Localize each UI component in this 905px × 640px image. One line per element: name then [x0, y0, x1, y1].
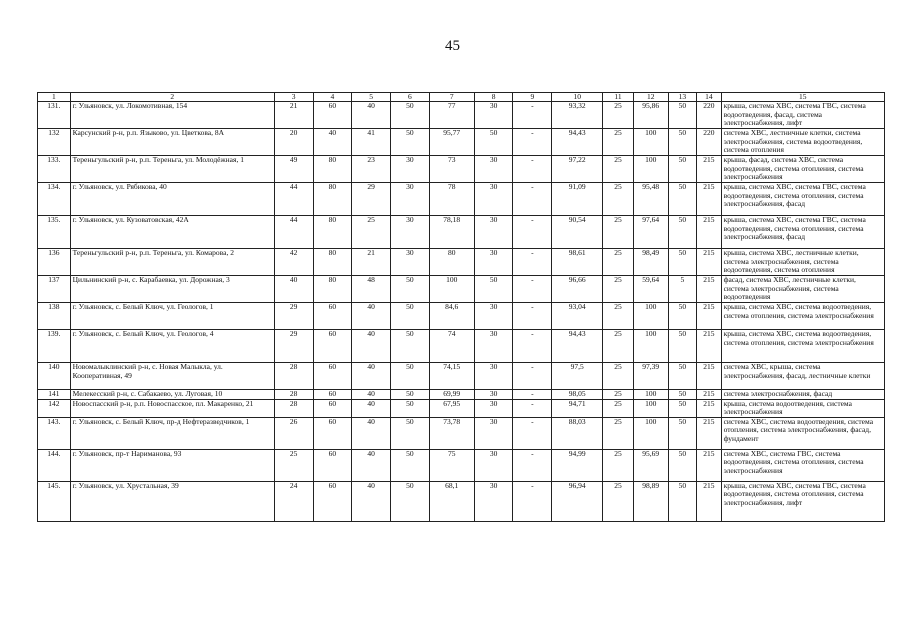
- value-cell: 100: [633, 399, 668, 417]
- value-cell: 215: [697, 417, 721, 449]
- value-cell: 41: [352, 129, 391, 156]
- value-cell: 97,22: [552, 156, 603, 183]
- value-cell: 30: [474, 481, 513, 521]
- value-cell: 25: [603, 330, 634, 363]
- value-cell: 40: [352, 481, 391, 521]
- column-header: 10: [552, 93, 603, 102]
- value-cell: 50: [668, 303, 697, 330]
- value-cell: 50: [391, 363, 430, 390]
- row-number-cell: 139.: [38, 330, 71, 363]
- address-cell: г. Ульяновск, с. Белый Ключ, ул. Геологов, 4: [70, 330, 274, 363]
- works-list-cell: крыша, система ХВС, система водоотведения, система отопления, система электроснабжения: [721, 303, 884, 330]
- value-cell: 48: [352, 276, 391, 303]
- row-number-cell: 131.: [38, 102, 71, 129]
- address-cell: Новоспасский р-н, р.п. Новоспасское, пл. Макаренко, 21: [70, 399, 274, 417]
- value-cell: 90,54: [552, 216, 603, 249]
- value-cell: 50: [668, 399, 697, 417]
- value-cell: 93,32: [552, 102, 603, 129]
- column-header: 9: [513, 93, 552, 102]
- value-cell: -: [513, 363, 552, 390]
- value-cell: 69,99: [429, 390, 474, 400]
- value-cell: 50: [668, 417, 697, 449]
- works-list-cell: крыша, фасад, система ХВС, система водоотведения, система отопления, система электроснабжения: [721, 156, 884, 183]
- header-row: [38, 93, 885, 102]
- address-cell: Тереньгульский р-н, р.п. Тереньга, ул. Комарова, 2: [70, 249, 274, 276]
- value-cell: 30: [474, 183, 513, 216]
- value-cell: 42: [274, 249, 313, 276]
- column-header: 11: [603, 93, 634, 102]
- table-row: [38, 183, 885, 216]
- value-cell: 215: [697, 156, 721, 183]
- value-cell: -: [513, 449, 552, 481]
- value-cell: 95,86: [633, 102, 668, 129]
- works-list-cell: крыша, система ХВС, система ГВС, система водоотведения, система отопления, система электроснабжения, лифт: [721, 481, 884, 521]
- row-number-cell: 145.: [38, 481, 71, 521]
- value-cell: 215: [697, 449, 721, 481]
- value-cell: 30: [474, 303, 513, 330]
- value-cell: 25: [603, 156, 634, 183]
- value-cell: 50: [668, 449, 697, 481]
- value-cell: 50: [391, 330, 430, 363]
- row-number-cell: 133.: [38, 156, 71, 183]
- address-cell: г. Ульяновск, с. Белый Ключ, ул. Геологов, 1: [70, 303, 274, 330]
- value-cell: 215: [697, 399, 721, 417]
- value-cell: 50: [668, 363, 697, 390]
- value-cell: 80: [313, 249, 352, 276]
- value-cell: 50: [391, 449, 430, 481]
- value-cell: 50: [391, 129, 430, 156]
- value-cell: 30: [474, 417, 513, 449]
- table-row: [38, 330, 885, 363]
- value-cell: 94,99: [552, 449, 603, 481]
- value-cell: 50: [668, 102, 697, 129]
- value-cell: 25: [603, 303, 634, 330]
- value-cell: 100: [633, 417, 668, 449]
- column-header: 12: [633, 93, 668, 102]
- column-header: 4: [313, 93, 352, 102]
- value-cell: 59,64: [633, 276, 668, 303]
- value-cell: -: [513, 303, 552, 330]
- table-row: [38, 390, 885, 400]
- value-cell: 20: [274, 129, 313, 156]
- table-row: [38, 417, 885, 449]
- housing-repair-table: [37, 92, 885, 522]
- value-cell: 30: [474, 216, 513, 249]
- row-number-cell: 136: [38, 249, 71, 276]
- value-cell: 50: [668, 390, 697, 400]
- table-row: [38, 102, 885, 129]
- value-cell: 100: [633, 390, 668, 400]
- value-cell: 80: [429, 249, 474, 276]
- table-row: [38, 249, 885, 276]
- value-cell: 80: [313, 183, 352, 216]
- value-cell: -: [513, 216, 552, 249]
- value-cell: 50: [668, 156, 697, 183]
- works-list-cell: крыша, система ХВС, система ГВС, система водоотведения, фасад, система электроснабжения, лифт: [721, 102, 884, 129]
- value-cell: 25: [352, 216, 391, 249]
- value-cell: 74: [429, 330, 474, 363]
- value-cell: 50: [474, 276, 513, 303]
- value-cell: 25: [603, 183, 634, 216]
- works-list-cell: крыша, система ХВС, система ГВС, система водоотведения, система отопления, система электроснабжения, фасад: [721, 216, 884, 249]
- works-list-cell: крыша, система ХВС, система водоотведения, система отопления, система электроснабжения: [721, 330, 884, 363]
- value-cell: 30: [474, 449, 513, 481]
- works-list-cell: фасад, система ХВС, лестничные клетки, система электроснабжения, система водоотведения: [721, 276, 884, 303]
- row-number-cell: 140: [38, 363, 71, 390]
- value-cell: -: [513, 102, 552, 129]
- column-header: 13: [668, 93, 697, 102]
- value-cell: 5: [668, 276, 697, 303]
- value-cell: 94,43: [552, 129, 603, 156]
- value-cell: 215: [697, 276, 721, 303]
- value-cell: 97,5: [552, 363, 603, 390]
- value-cell: 60: [313, 399, 352, 417]
- value-cell: 78,18: [429, 216, 474, 249]
- page-number: 45: [445, 38, 460, 54]
- row-number-cell: 141: [38, 390, 71, 400]
- value-cell: 98,89: [633, 481, 668, 521]
- value-cell: 98,49: [633, 249, 668, 276]
- value-cell: 29: [274, 330, 313, 363]
- value-cell: 21: [274, 102, 313, 129]
- value-cell: 215: [697, 330, 721, 363]
- value-cell: 28: [274, 390, 313, 400]
- address-cell: Новомалыклинский р-н, с. Новая Малыкла, ул. Кооперативная, 49: [70, 363, 274, 390]
- value-cell: 25: [603, 417, 634, 449]
- value-cell: 80: [313, 156, 352, 183]
- value-cell: 80: [313, 276, 352, 303]
- value-cell: 40: [352, 417, 391, 449]
- column-header: 5: [352, 93, 391, 102]
- value-cell: 75: [429, 449, 474, 481]
- value-cell: 73,78: [429, 417, 474, 449]
- value-cell: 25: [603, 276, 634, 303]
- value-cell: 25: [603, 249, 634, 276]
- value-cell: 50: [391, 399, 430, 417]
- value-cell: 44: [274, 183, 313, 216]
- value-cell: 94,43: [552, 330, 603, 363]
- works-list-cell: система электроснабжения, фасад: [721, 390, 884, 400]
- value-cell: 40: [274, 276, 313, 303]
- value-cell: 40: [352, 102, 391, 129]
- value-cell: 30: [391, 216, 430, 249]
- value-cell: 40: [313, 129, 352, 156]
- address-cell: г. Ульяновск, ул. Рябикова, 40: [70, 183, 274, 216]
- value-cell: 49: [274, 156, 313, 183]
- column-header: 8: [474, 93, 513, 102]
- value-cell: 60: [313, 481, 352, 521]
- value-cell: 29: [274, 303, 313, 330]
- value-cell: 60: [313, 102, 352, 129]
- value-cell: 100: [429, 276, 474, 303]
- value-cell: 30: [474, 249, 513, 276]
- value-cell: 25: [603, 481, 634, 521]
- value-cell: -: [513, 481, 552, 521]
- value-cell: 24: [274, 481, 313, 521]
- value-cell: 100: [633, 156, 668, 183]
- value-cell: 50: [391, 276, 430, 303]
- column-header: 1: [38, 93, 71, 102]
- value-cell: 94,71: [552, 399, 603, 417]
- value-cell: 91,09: [552, 183, 603, 216]
- address-cell: г. Ульяновск, ул. Локомотивная, 154: [70, 102, 274, 129]
- value-cell: 60: [313, 330, 352, 363]
- value-cell: 50: [668, 183, 697, 216]
- value-cell: 40: [352, 303, 391, 330]
- value-cell: 96,66: [552, 276, 603, 303]
- value-cell: 25: [603, 399, 634, 417]
- address-cell: г. Ульяновск, ул. Кузоватовская, 42А: [70, 216, 274, 249]
- value-cell: 98,05: [552, 390, 603, 400]
- column-header: 14: [697, 93, 721, 102]
- value-cell: -: [513, 417, 552, 449]
- address-cell: Тереньгульский р-н, р.п. Тереньга, ул. Молодёжная, 1: [70, 156, 274, 183]
- value-cell: 84,6: [429, 303, 474, 330]
- value-cell: 50: [391, 481, 430, 521]
- value-cell: 220: [697, 129, 721, 156]
- value-cell: 60: [313, 417, 352, 449]
- table-row: [38, 276, 885, 303]
- value-cell: -: [513, 276, 552, 303]
- table-row: [38, 156, 885, 183]
- works-list-cell: система ХВС, крыша, система электроснабжения, фасад, лестничные клетки: [721, 363, 884, 390]
- value-cell: 50: [668, 216, 697, 249]
- value-cell: 95,69: [633, 449, 668, 481]
- value-cell: 97,64: [633, 216, 668, 249]
- value-cell: 30: [474, 102, 513, 129]
- value-cell: -: [513, 399, 552, 417]
- row-number-cell: 137: [38, 276, 71, 303]
- value-cell: 40: [352, 449, 391, 481]
- row-number-cell: 134.: [38, 183, 71, 216]
- value-cell: 60: [313, 363, 352, 390]
- value-cell: 77: [429, 102, 474, 129]
- table-row: [38, 449, 885, 481]
- value-cell: 73: [429, 156, 474, 183]
- works-list-cell: крыша, система водоотведения, система электроснабжения: [721, 399, 884, 417]
- value-cell: 40: [352, 399, 391, 417]
- works-list-cell: система ХВС, система ГВС, система водоотведения, система отопления, система электроснабжения: [721, 449, 884, 481]
- value-cell: 25: [603, 102, 634, 129]
- value-cell: 30: [474, 390, 513, 400]
- value-cell: 95,48: [633, 183, 668, 216]
- value-cell: 80: [313, 216, 352, 249]
- value-cell: 30: [391, 183, 430, 216]
- works-list-cell: система ХВС, система водоотведения, система отопления, система электроснабжения, фасад, фундамент: [721, 417, 884, 449]
- column-header: 6: [391, 93, 430, 102]
- row-number-cell: 143.: [38, 417, 71, 449]
- column-header: 15: [721, 93, 884, 102]
- works-list-cell: крыша, система ХВС, лестничные клетки, система электроснабжения, система водоотведения, система отопления: [721, 249, 884, 276]
- row-number-cell: 132: [38, 129, 71, 156]
- table-row: [38, 399, 885, 417]
- column-header: 7: [429, 93, 474, 102]
- address-cell: г. Ульяновск, пр-т Нариманова, 93: [70, 449, 274, 481]
- works-list-cell: крыша, система ХВС, система ГВС, система водоотведения, система отопления, система электроснабжения, фасад: [721, 183, 884, 216]
- value-cell: 40: [352, 330, 391, 363]
- value-cell: 50: [668, 249, 697, 276]
- value-cell: 78: [429, 183, 474, 216]
- table-row: [38, 303, 885, 330]
- value-cell: 30: [391, 249, 430, 276]
- value-cell: 67,95: [429, 399, 474, 417]
- value-cell: -: [513, 156, 552, 183]
- value-cell: 25: [603, 363, 634, 390]
- value-cell: 60: [313, 449, 352, 481]
- address-cell: г. Ульяновск, с. Белый Ключ, пр-д Нефтеразведчиков, 1: [70, 417, 274, 449]
- row-number-cell: 135.: [38, 216, 71, 249]
- value-cell: 50: [391, 390, 430, 400]
- value-cell: 95,77: [429, 129, 474, 156]
- table-row: [38, 481, 885, 521]
- value-cell: 26: [274, 417, 313, 449]
- value-cell: 30: [474, 156, 513, 183]
- address-cell: Мелекесский р-н, с. Сабакаево, ул. Луговая, 10: [70, 390, 274, 400]
- value-cell: 50: [668, 481, 697, 521]
- row-number-cell: 138: [38, 303, 71, 330]
- value-cell: 40: [352, 363, 391, 390]
- value-cell: 29: [352, 183, 391, 216]
- value-cell: 44: [274, 216, 313, 249]
- value-cell: -: [513, 183, 552, 216]
- table-row: [38, 216, 885, 249]
- table-row: [38, 363, 885, 390]
- row-number-cell: 142: [38, 399, 71, 417]
- value-cell: 97,39: [633, 363, 668, 390]
- value-cell: 25: [274, 449, 313, 481]
- value-cell: 68,1: [429, 481, 474, 521]
- value-cell: 25: [603, 390, 634, 400]
- value-cell: 25: [603, 216, 634, 249]
- value-cell: 93,04: [552, 303, 603, 330]
- value-cell: 28: [274, 399, 313, 417]
- value-cell: -: [513, 390, 552, 400]
- row-number-cell: 144.: [38, 449, 71, 481]
- value-cell: 215: [697, 183, 721, 216]
- value-cell: 100: [633, 303, 668, 330]
- value-cell: 50: [668, 330, 697, 363]
- value-cell: 40: [352, 390, 391, 400]
- value-cell: 50: [391, 417, 430, 449]
- value-cell: 21: [352, 249, 391, 276]
- value-cell: -: [513, 129, 552, 156]
- value-cell: 96,94: [552, 481, 603, 521]
- value-cell: 215: [697, 216, 721, 249]
- value-cell: 50: [474, 129, 513, 156]
- value-cell: 30: [474, 330, 513, 363]
- value-cell: 60: [313, 390, 352, 400]
- value-cell: 215: [697, 249, 721, 276]
- value-cell: 215: [697, 481, 721, 521]
- value-cell: -: [513, 249, 552, 276]
- value-cell: 50: [391, 102, 430, 129]
- value-cell: 25: [603, 449, 634, 481]
- value-cell: 50: [391, 303, 430, 330]
- value-cell: -: [513, 330, 552, 363]
- works-list-cell: система ХВС, лестничные клетки, система электроснабжения, система водоотведения, система отопления: [721, 129, 884, 156]
- column-header: 2: [70, 93, 274, 102]
- value-cell: 28: [274, 363, 313, 390]
- value-cell: 215: [697, 390, 721, 400]
- address-cell: г. Ульяновск, ул. Хрустальная, 39: [70, 481, 274, 521]
- value-cell: 98,61: [552, 249, 603, 276]
- value-cell: 30: [391, 156, 430, 183]
- value-cell: 100: [633, 129, 668, 156]
- value-cell: 25: [603, 129, 634, 156]
- table-body: [38, 102, 885, 522]
- column-header: 3: [274, 93, 313, 102]
- address-cell: Карсунский р-н, р.п. Языково, ул. Цветкова, 8А: [70, 129, 274, 156]
- value-cell: 220: [697, 102, 721, 129]
- value-cell: 215: [697, 303, 721, 330]
- value-cell: 74,15: [429, 363, 474, 390]
- value-cell: 60: [313, 303, 352, 330]
- address-cell: Цильнинский р-н, с. Карабаевка, ул. Дорожная, 3: [70, 276, 274, 303]
- value-cell: 88,03: [552, 417, 603, 449]
- value-cell: 215: [697, 363, 721, 390]
- value-cell: 30: [474, 399, 513, 417]
- table-row: [38, 129, 885, 156]
- value-cell: 100: [633, 330, 668, 363]
- value-cell: 50: [668, 129, 697, 156]
- value-cell: 30: [474, 363, 513, 390]
- value-cell: 23: [352, 156, 391, 183]
